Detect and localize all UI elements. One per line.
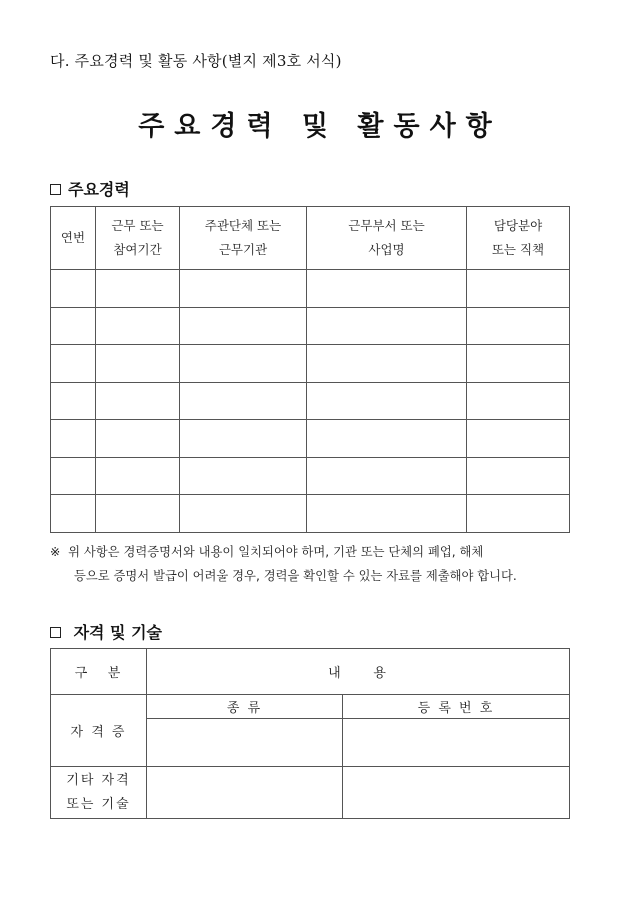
career-entry-cell[interactable] <box>467 307 570 345</box>
cert-kind-cell[interactable] <box>147 719 343 767</box>
career-entry-cell[interactable] <box>96 307 180 345</box>
career-entry-cell[interactable] <box>51 270 96 308</box>
career-entry-cell[interactable] <box>467 420 570 458</box>
career-entry-cell[interactable] <box>467 457 570 495</box>
table-row <box>51 420 570 458</box>
col-header-content: 내 용 <box>147 649 570 695</box>
career-entry-cell[interactable] <box>307 495 467 533</box>
qual-subheader-row <box>51 695 570 719</box>
col-header-period: 근무 또는 참여기간 <box>96 207 180 270</box>
table-row <box>51 382 570 420</box>
career-entry-cell[interactable] <box>96 382 180 420</box>
col-header-serial: 연번 <box>51 207 96 270</box>
table-row <box>51 307 570 345</box>
career-entry-cell[interactable] <box>51 457 96 495</box>
career-entry-cell[interactable] <box>307 307 467 345</box>
table-row <box>51 495 570 533</box>
col-header-department: 근무부서 또는 사업명 <box>307 207 467 270</box>
career-entry-cell[interactable] <box>96 270 180 308</box>
career-entry-cell[interactable] <box>180 457 307 495</box>
career-entry-cell[interactable] <box>180 495 307 533</box>
note-line-2: 등으로 증명서 발급이 어려울 경우, 경력을 확인할 수 있는 자료를 제출해야 합니다. <box>74 569 517 583</box>
row-label-certificate: 자 격 증 <box>51 695 147 767</box>
note-line-1: 위 사항은 경력증명서와 내용이 일치되어야 하며, 기관 또는 단체의 폐업, 해체 <box>68 545 484 559</box>
career-section-heading <box>50 177 130 200</box>
qual-header-row <box>51 649 570 695</box>
career-entry-cell[interactable] <box>467 495 570 533</box>
career-entry-cell[interactable] <box>51 382 96 420</box>
career-entry-cell[interactable] <box>307 382 467 420</box>
cert-regno-cell[interactable] <box>343 719 570 767</box>
table-row <box>51 767 570 819</box>
career-entry-cell[interactable] <box>51 420 96 458</box>
career-table <box>50 206 570 533</box>
qualification-table <box>50 648 570 819</box>
career-entry-cell[interactable] <box>96 457 180 495</box>
career-entry-cell[interactable] <box>96 420 180 458</box>
career-entry-cell[interactable] <box>96 345 180 383</box>
career-entry-cell[interactable] <box>180 270 307 308</box>
table-row <box>51 345 570 383</box>
qual-section-heading <box>50 620 162 643</box>
career-entry-cell[interactable] <box>307 270 467 308</box>
notice-text <box>50 540 570 588</box>
career-entry-cell[interactable] <box>307 420 467 458</box>
career-entry-cell[interactable] <box>307 345 467 383</box>
career-entry-cell[interactable] <box>96 495 180 533</box>
career-entry-cell[interactable] <box>180 420 307 458</box>
row-label-other: 기타 자격 또는 기술 <box>51 767 147 819</box>
career-section-label: 주요경력 <box>68 180 130 199</box>
career-entry-cell[interactable] <box>51 307 96 345</box>
career-entry-cell[interactable] <box>467 270 570 308</box>
table-row <box>51 270 570 308</box>
career-entry-cell[interactable] <box>51 495 96 533</box>
career-entry-cell[interactable] <box>467 345 570 383</box>
form-header: 다. 주요경력 및 활동 사항(별지 제3호 서식) <box>50 52 342 70</box>
career-entry-cell[interactable] <box>307 457 467 495</box>
career-entry-cell[interactable] <box>180 382 307 420</box>
qual-section-label: 자격 및 기술 <box>73 623 162 642</box>
col-header-regno: 등 록 번 호 <box>343 695 570 719</box>
other-regno-cell[interactable] <box>343 767 570 819</box>
other-kind-cell[interactable] <box>147 767 343 819</box>
checkbox-square-icon <box>50 184 61 195</box>
career-entry-cell[interactable] <box>180 345 307 383</box>
career-entry-cell[interactable] <box>467 382 570 420</box>
career-entry-cell[interactable] <box>180 307 307 345</box>
col-header-role: 담당분야 또는 직책 <box>467 207 570 270</box>
checkbox-square-icon <box>50 627 61 638</box>
page-title: 주요경력 및 활동사항 <box>138 111 502 142</box>
career-header-row <box>51 207 570 270</box>
col-header-organization: 주관단체 또는 근무기관 <box>180 207 307 270</box>
note-mark: ※ <box>50 545 61 559</box>
table-row <box>51 457 570 495</box>
career-entry-cell[interactable] <box>51 345 96 383</box>
col-header-kind: 종 류 <box>147 695 343 719</box>
col-header-category: 구 분 <box>51 649 147 695</box>
